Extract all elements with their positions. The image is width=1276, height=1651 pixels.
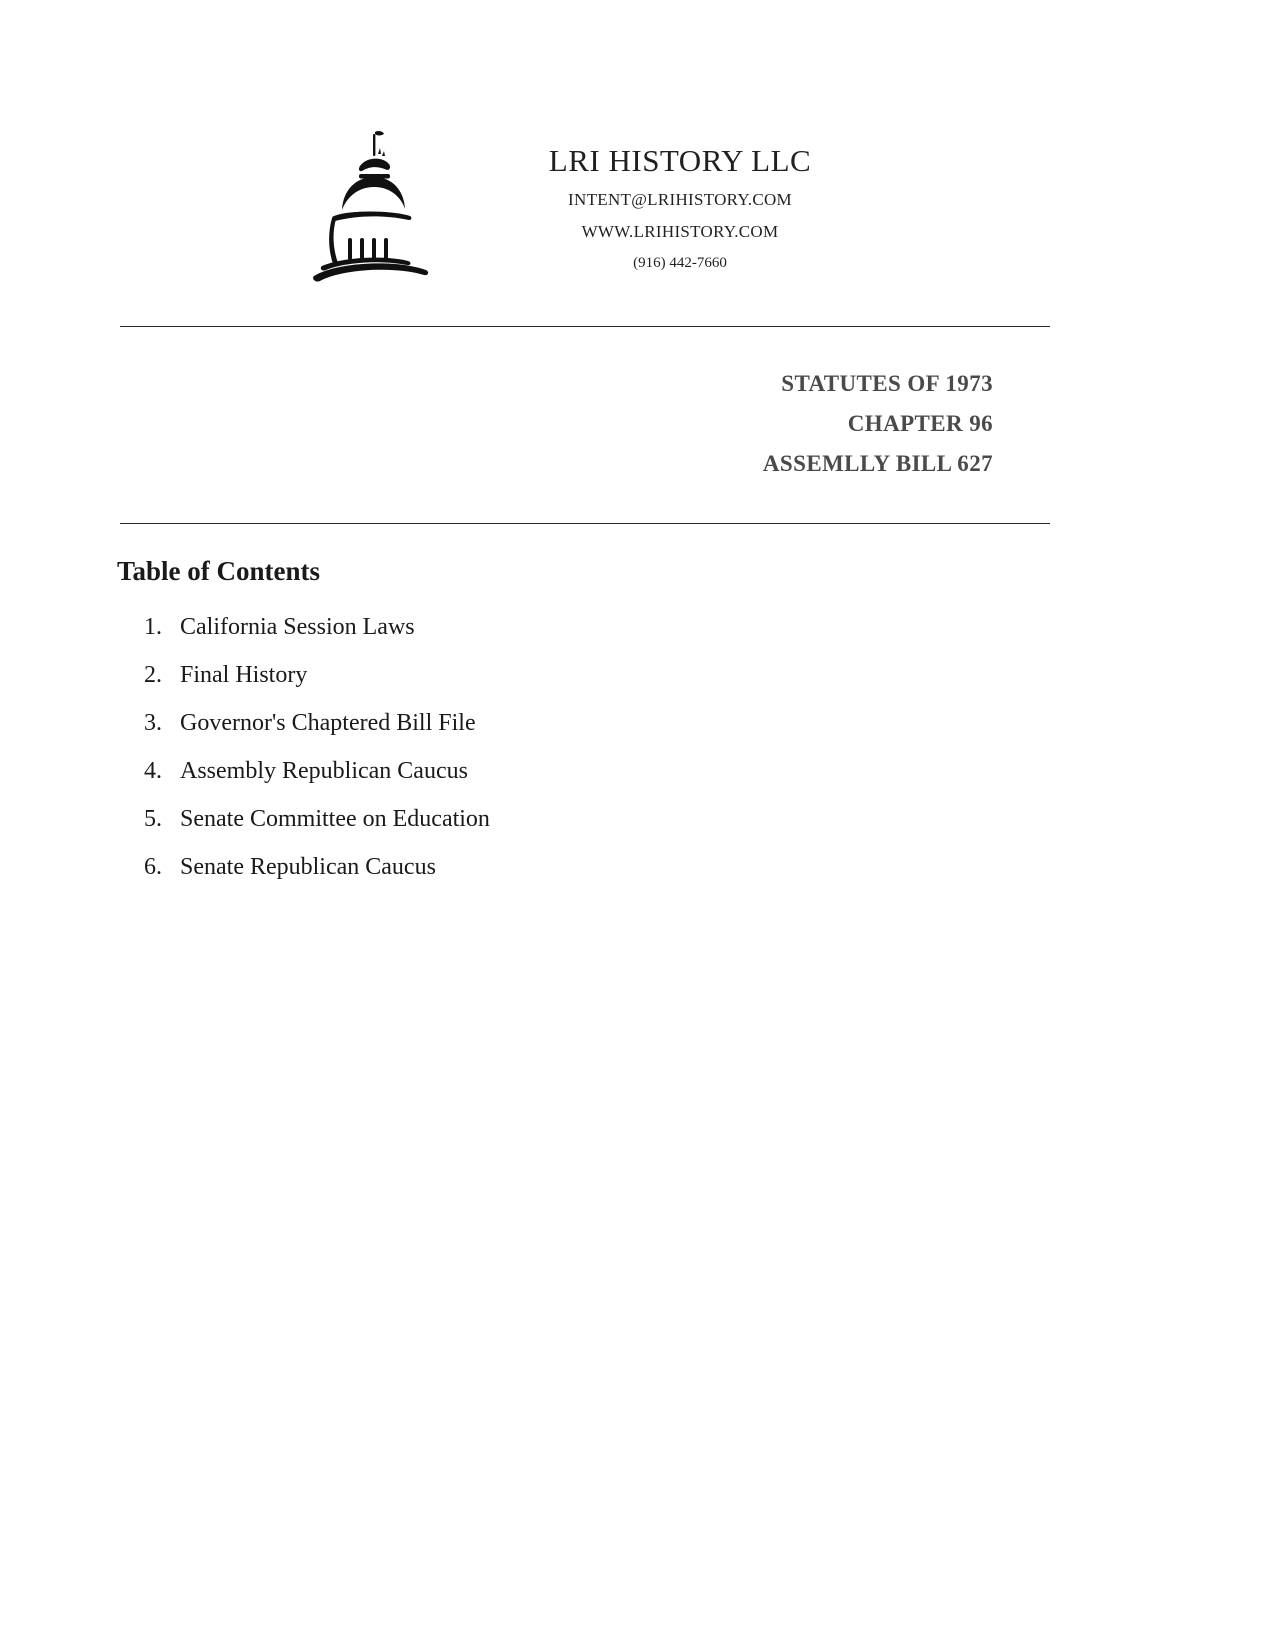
capitol-dome-icon [296, 126, 446, 286]
list-item [120, 758, 920, 806]
company-website: WWW.LRIHISTORY.COM [581, 222, 779, 242]
company-phone: (916) 442-7660 [633, 255, 727, 272]
bill-heading [120, 364, 993, 484]
statutes-line: STATUTES OF 1973 [781, 371, 993, 396]
divider-top [120, 326, 1050, 327]
list-item [120, 662, 920, 710]
brand-block [430, 144, 930, 272]
letterhead [0, 108, 1276, 308]
company-name: LRI HISTORY LLC [548, 143, 812, 178]
bill-line: ASSEMLLY BILL 627 [762, 451, 993, 476]
list-item-label: Senate Republican Caucus [180, 854, 436, 880]
list-item [120, 710, 920, 758]
chapter-line: CHAPTER 96 [847, 411, 993, 436]
list-item-label: Governor's Chaptered Bill File [180, 710, 476, 736]
list-item-number: 3. [144, 710, 162, 736]
list-item-label: California Session Laws [180, 614, 415, 640]
list-item [120, 854, 920, 902]
list-item-label: Assembly Republican Caucus [180, 758, 468, 784]
list-item [120, 614, 920, 662]
list-item-number: 2. [144, 662, 162, 688]
company-email: INTENT@LRIHISTORY.COM [568, 190, 792, 210]
list-item-number: 6. [144, 854, 162, 880]
list-item-label: Senate Committee on Education [180, 806, 490, 832]
page-title: Table of Contents [117, 556, 321, 586]
list-item-number: 5. [144, 806, 162, 832]
list-item-label: Final History [180, 662, 308, 688]
list-item-number: 1. [144, 614, 162, 640]
list-item-number: 4. [144, 758, 162, 784]
list-item [120, 806, 920, 854]
divider-bottom [120, 523, 1050, 524]
table-of-contents-list [120, 614, 920, 902]
